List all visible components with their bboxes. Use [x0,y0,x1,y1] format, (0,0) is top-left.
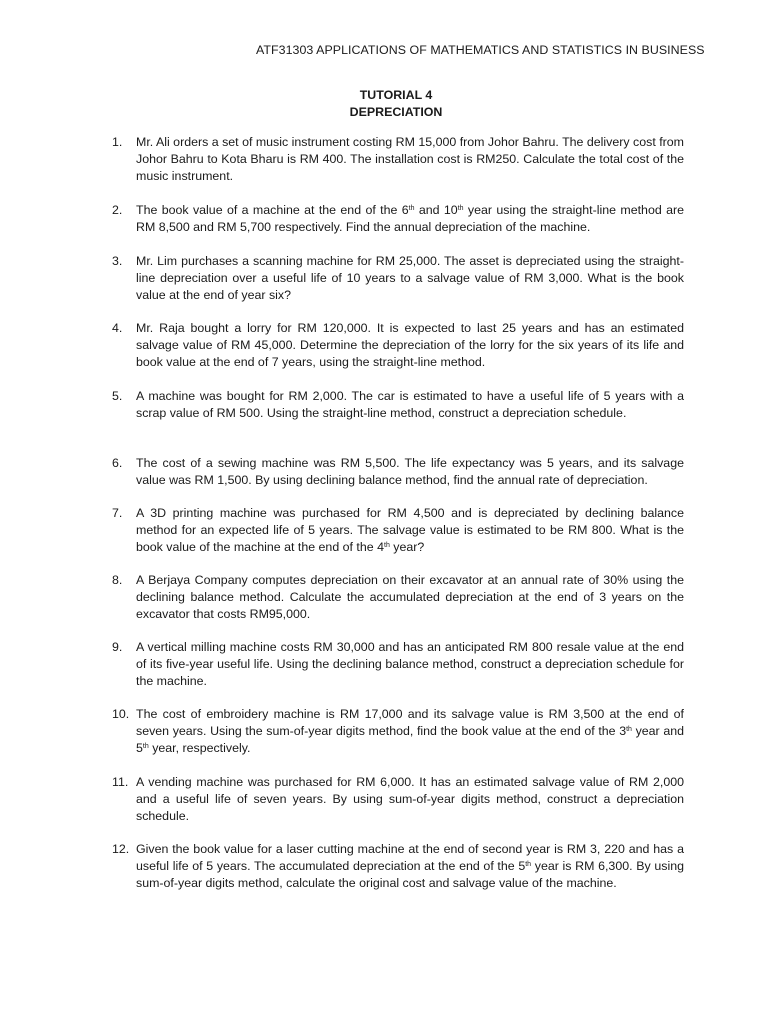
question-number: 3. [112,254,123,268]
question-text: Mr. Ali orders a set of music instrument costing RM 15,000 from Johor Bahru. The delivery cost from Johor Bahru to Kota Bharu is RM 400. The installation cost is RM250. Calculate the total cost of the music instrument. [136,135,684,183]
question-text: A vending machine was purchased for RM 6,000. It has an estimated salvage value of RM 2,000 and a useful life of seven years. By using sum-of-year digits method, construct a depreciation schedule. [136,775,684,823]
question-text: The book value of a machine at the end of the 6th and 10th year using the straight-line method are RM 8,500 and RM 5,700 respectively. Find the annual depreciation of the machine. [136,203,685,234]
question-number: 7. [112,506,123,520]
question-4 [112,320,684,371]
question-text: The cost of embroidery machine is RM 17,000 and its salvage value is RM 3,500 at the end of seven years. Using the sum-of-year digits method, find the book value at the end of the 3th year and 5th year, respectively. [136,707,684,755]
question-text: A Berjaya Company computes depreciation on their excavator at an annual rate of 30% using the declining balance method. Calculate the accumulated depreciation at the end of 3 years on the excavator that costs RM95,000. [136,573,684,621]
question-number: 10. [112,707,130,721]
question-8 [112,572,684,623]
question-text: A 3D printing machine was purchased for RM 4,500 and is depreciated by declining balance method for an expected life of 5 years. The salvage value is estimated to be RM 800. What is the book value of the machine at the end of the 4th year? [136,506,684,554]
question-9 [112,639,684,690]
question-text: Mr. Raja bought a lorry for RM 120,000. It is expected to last 25 years and has an estimated salvage value of RM 45,000. Determine the depreciation of the lorry for the six years of its life and book value at the end of 7 years, using the straight-line method. [136,321,684,369]
question-12 [112,841,684,892]
question-number: 6. [112,456,123,470]
question-5 [112,388,684,422]
question-11 [112,774,684,825]
question-number: 1. [112,135,123,149]
question-text: Mr. Lim purchases a scanning machine for RM 25,000. The asset is depreciated using the straight-line depreciation over a useful life of 10 years to a salvage value of RM 3,000. What is the book value at the end of year six? [136,254,684,302]
question-text: The cost of a sewing machine was RM 5,500. The life expectancy was 5 years, and its salvage value was RM 1,500. By using declining balance method, find the annual rate of depreciation. [136,456,684,487]
question-number: 2. [112,203,123,217]
question-text: Given the book value for a laser cutting machine at the end of second year is RM 3, 220 and has a useful life of 5 years. The accumulated depreciation at the end of the 5th year is RM 6,300. By using sum-of-year digits method, calculate the original cost and salvage value of the machine. [136,842,684,890]
question-number: 5. [112,389,123,403]
question-10 [112,706,684,757]
question-number: 9. [112,640,123,654]
tutorial-title: TUTORIAL 4 [359,88,433,102]
question-2 [112,202,684,236]
topic-title: DEPRECIATION [349,105,443,119]
question-7 [112,505,684,556]
question-1 [112,134,684,185]
course-header: ATF31303 APPLICATIONS OF MATHEMATICS AND STATISTICS IN BUSINESS [256,43,705,57]
question-number: 11. [112,775,129,789]
title-block [0,87,768,121]
question-6 [112,455,684,489]
question-text: A vertical milling machine costs RM 30,000 and has an anticipated RM 800 resale value at the end of its five-year useful life. Using the declining balance method, construct a depreciation schedule for the machine. [136,640,684,688]
question-number: 12. [112,842,130,856]
question-text: A machine was bought for RM 2,000. The car is estimated to have a useful life of 5 years with a scrap value of RM 500. Using the straight-line method, construct a depreciation schedule. [136,389,684,420]
question-number: 8. [112,573,123,587]
question-number: 4. [112,321,123,335]
question-3 [112,253,684,304]
